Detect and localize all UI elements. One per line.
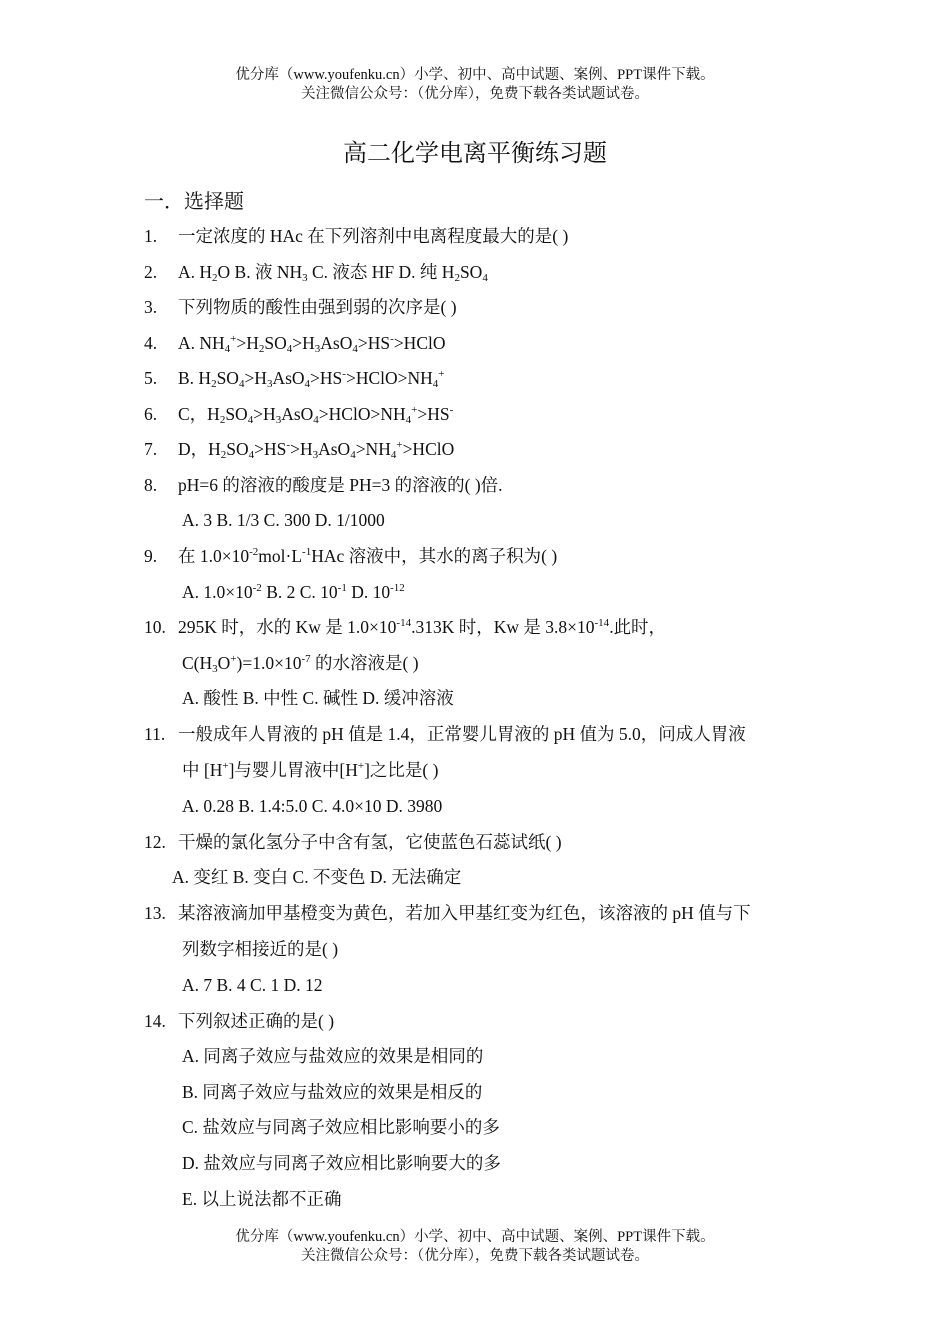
question-1 [144, 224, 568, 248]
question-text: 一般成年人胃液的 pH 值是 1.4，正常婴儿胃液的 pH 值为 5.0，问成人胃液 [178, 724, 746, 744]
question-9-options: A. $1.0\times 10^{-2}$ B. 2 C. $10^{-1}$ D. $10^{-12}$ [182, 582, 405, 602]
question-text: D，$H_2SO_4>HS^->H_3AsO_4>NH_4^+>HClO$ [178, 439, 455, 461]
question-text: 一定浓度的 HAc 在下列溶剂中电离程度最大的是( ) [178, 226, 569, 246]
question-number: 7. [144, 439, 158, 459]
question-number: 4. [144, 333, 158, 353]
question-text: pH=6 的溶液的酸度是 PH=3 的溶液的( )倍. [178, 475, 503, 495]
question-10-options: A. 酸性 B. 中性 C. 碱性 D. 缓冲溶液 [182, 688, 454, 708]
question-14-option-e: E. 以上说法都不正确 [182, 1189, 342, 1209]
question-8-options: A. 3 B. 1/3 C. 300 D. 1/1000 [182, 510, 385, 530]
question-number: 8. [144, 475, 158, 495]
section-heading: 一．选择题 [144, 189, 244, 213]
question-number: 12. [144, 832, 166, 852]
question-number: 2. [144, 262, 158, 282]
footer-line-1: 优分库（www.youfenku.cn）小学、初中、高中试题、案例、PPT课件下载。 [235, 1229, 715, 1245]
question-14-option-b: B. 同离子效应与盐效应的效果是相反的 [182, 1082, 483, 1102]
question-text: 某溶液滴加甲基橙变为黄色，若加入甲基红变为红色，该溶液的 pH 值与下 [178, 903, 751, 923]
question-6 [144, 402, 453, 426]
question-12 [144, 830, 562, 854]
question-11-options: A. 0.28 B. 1.4:5.0 C. 4.0×10 D. 3980 [182, 796, 443, 816]
question-number: 6. [144, 404, 158, 424]
question-11-continuation: 中 [H+]与婴儿胃液中[H+]之比是( ) [182, 760, 439, 780]
question-14-option-c: C. 盐效应与同离子效应相比影响要小的多 [182, 1117, 500, 1137]
question-12-options: A. 变红 B. 变白 C. 不变色 D. 无法确定 [172, 867, 462, 887]
question-text: A. $H_2O$ B. 液 $NH_3$ C. 液态 HF D. 纯 $H_2SO_4$ [178, 262, 488, 284]
question-4 [144, 331, 446, 355]
question-11 [144, 722, 746, 746]
question-text: C，$H_2SO_4>H_3AsO_4>HClO>NH_4^+>HS^-$ [178, 404, 454, 426]
question-14-option-d: D. 盐效应与同离子效应相比影响要大的多 [182, 1153, 501, 1173]
question-text: 下列叙述正确的是( ) [178, 1011, 335, 1031]
question-text: 295K 时，水的 Kw 是 $1.0\times 10^{-14}.313K$ 时，Kw 是 $3.8\times 10^{-14}$.此时， [178, 617, 667, 637]
footer-line-2: 关注微信公众号：（优分库），免费下载各类试题试卷。 [301, 1248, 649, 1264]
question-13-continuation: 列数字相接近的是( ) [182, 939, 339, 959]
question-text: B. $H_2SO_4>H_3AsO_4>HS^->HClO>NH_4^+$ [178, 368, 445, 390]
question-number: 14. [144, 1011, 166, 1031]
question-number: 9. [144, 546, 158, 566]
question-number: 1. [144, 226, 158, 246]
question-3 [144, 295, 457, 319]
question-number: 10. [144, 617, 166, 637]
question-5 [144, 366, 445, 390]
question-number: 3. [144, 297, 158, 317]
question-text: 下列物质的酸性由强到弱的次序是( ) [178, 297, 457, 317]
question-7 [144, 437, 454, 461]
question-text: 干燥的氯化氢分子中含有氢，它使蓝色石蕊试纸( ) [178, 832, 562, 852]
question-2 [144, 260, 488, 284]
question-14 [144, 1009, 334, 1033]
page-footer [0, 1228, 950, 1266]
question-number: 11. [144, 724, 166, 744]
document-title: 高二化学电离平衡练习题 [343, 139, 607, 167]
question-9 [144, 544, 557, 568]
header-line-2: 关注微信公众号：（优分库），免费下载各类试题试卷。 [301, 86, 649, 102]
question-10-continuation: $C(H_3O^+)=1.0\times 10^{-7}$ 的水溶液是( ) [182, 653, 419, 675]
question-14-option-a: A. 同离子效应与盐效应的效果是相同的 [182, 1046, 484, 1066]
question-10 [144, 615, 666, 639]
question-number: 5. [144, 368, 158, 388]
question-13-options: A. 7 B. 4 C. 1 D. 12 [182, 975, 323, 995]
header-line-1: 优分库（www.youfenku.cn）小学、初中、高中试题、案例、PPT课件下载。 [235, 67, 715, 83]
question-text: 在 $1.0\times 10^{-2}mol\cdot L^{-1}HAc$ 溶液中，其水的离子积为( ) [178, 546, 558, 566]
page-header [0, 66, 950, 104]
question-8 [144, 473, 503, 497]
question-number: 13. [144, 903, 166, 923]
question-text: A. $NH_4^+>H_2SO_4>H_3AsO_4>HS^->HClO$ [178, 333, 446, 355]
question-13 [144, 901, 751, 925]
